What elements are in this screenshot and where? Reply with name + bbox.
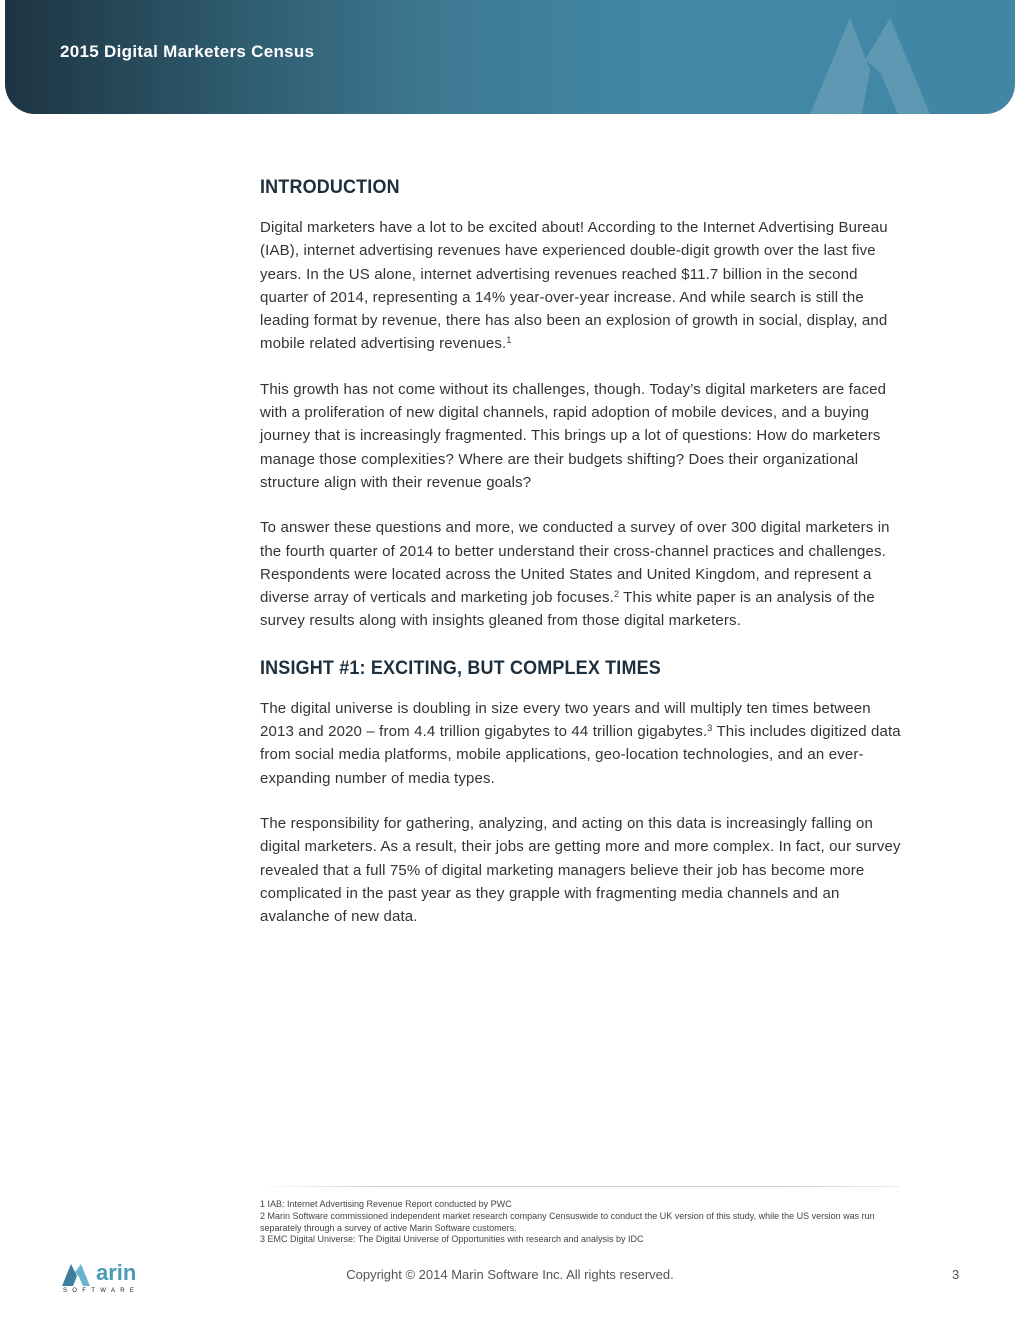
paragraph: The digital universe is doubling in size every two years and will multiply ten times between 2013 and 2020 – from 4.4 trillion gigabytes to 44 trillion gigabytes.$^3$ This includes digitized data from social media platforms, mobile applications, geo-location technologies, and an ever-expanding number of media types. — [260, 699, 901, 787]
main-content — [260, 176, 902, 928]
document-title: 2015 Digital Marketers Census — [60, 42, 315, 61]
footnote-ref: 3 — [707, 723, 713, 734]
footnote: 3 EMC Digital Universe: The Digital Universe of Opportunities with research and analysis by IDC — [260, 1234, 644, 1245]
copyright-notice: Copyright © 2014 Marin Software Inc. All rights reserved. — [346, 1267, 674, 1282]
paragraph: To answer these questions and more, we conducted a survey of over 300 digital marketers in the fourth quarter of 2014 to better understand their cross-channel practices and challenges. Respondents were located across the United States and United Kingdom, and represent a diverse array of verticals and marketing job focuses.$^2$ This white paper is an analysis of the survey results along with insights gleaned from those digital marketers. — [260, 519, 890, 630]
logo-subtitle: SOFTWARE — [63, 1288, 140, 1294]
paragraph: The responsibility for gathering, analyzing, and acting on this data is increasingly falling on digital marketers. As a result, their jobs are getting more and more complex. In fact, our survey revealed that a full 75% of digital marketing managers believe their job has become more complicated in the past year as they grapple with fragmenting media channels and an avalanche of new data. — [260, 814, 901, 926]
paragraph: Digital marketers have a lot to be excited about! According to the Internet Advertising Bureau (IAB), internet advertising revenues have experienced double-digit growth over the last five years. In the US alone, internet advertising revenues reached $11.7 billion in the second quarter of 2014, representing a 14% year-over-year increase. And while search is still the leading format by revenue, there has also been an explosion of growth in social, display, and mobile related advertising revenues.$^1$ — [260, 219, 888, 353]
page-number: 3 — [952, 1267, 960, 1282]
footnote-divider — [260, 1186, 900, 1187]
page-header-banner — [5, 0, 1015, 114]
logo-word: arin — [96, 1260, 137, 1285]
section-heading-introduction: INTRODUCTION — [260, 176, 400, 198]
footnote-ref: 2 — [613, 589, 620, 600]
section-heading-insight-1: INSIGHT #1: EXCITING, BUT COMPLEX TIMES — [260, 656, 661, 679]
paragraph: This growth has not come without its challenges, though. Today’s digital marketers are faced with a proliferation of new digital channels, rapid adoption of mobile devices, and a buying journey that is increasingly fragmented. This brings up a lot of questions: How do marketers manage those complexities? Where are their budgets shifting? Does their organizational structure align with their revenue goals? — [260, 380, 887, 491]
marin-mountain-watermark-icon — [810, 10, 960, 114]
footnote: 2 Marin Software commissioned independent market research company Censuswide to conduct the UK version of this study, while the US version was run separately through a survey of active Marin Software customers. — [260, 1210, 875, 1233]
footnotes — [260, 1199, 900, 1246]
footnote-ref: 1 — [506, 335, 512, 346]
footnote: 1 IAB: Internet Advertising Revenue Report conducted by PWC — [260, 1199, 512, 1209]
